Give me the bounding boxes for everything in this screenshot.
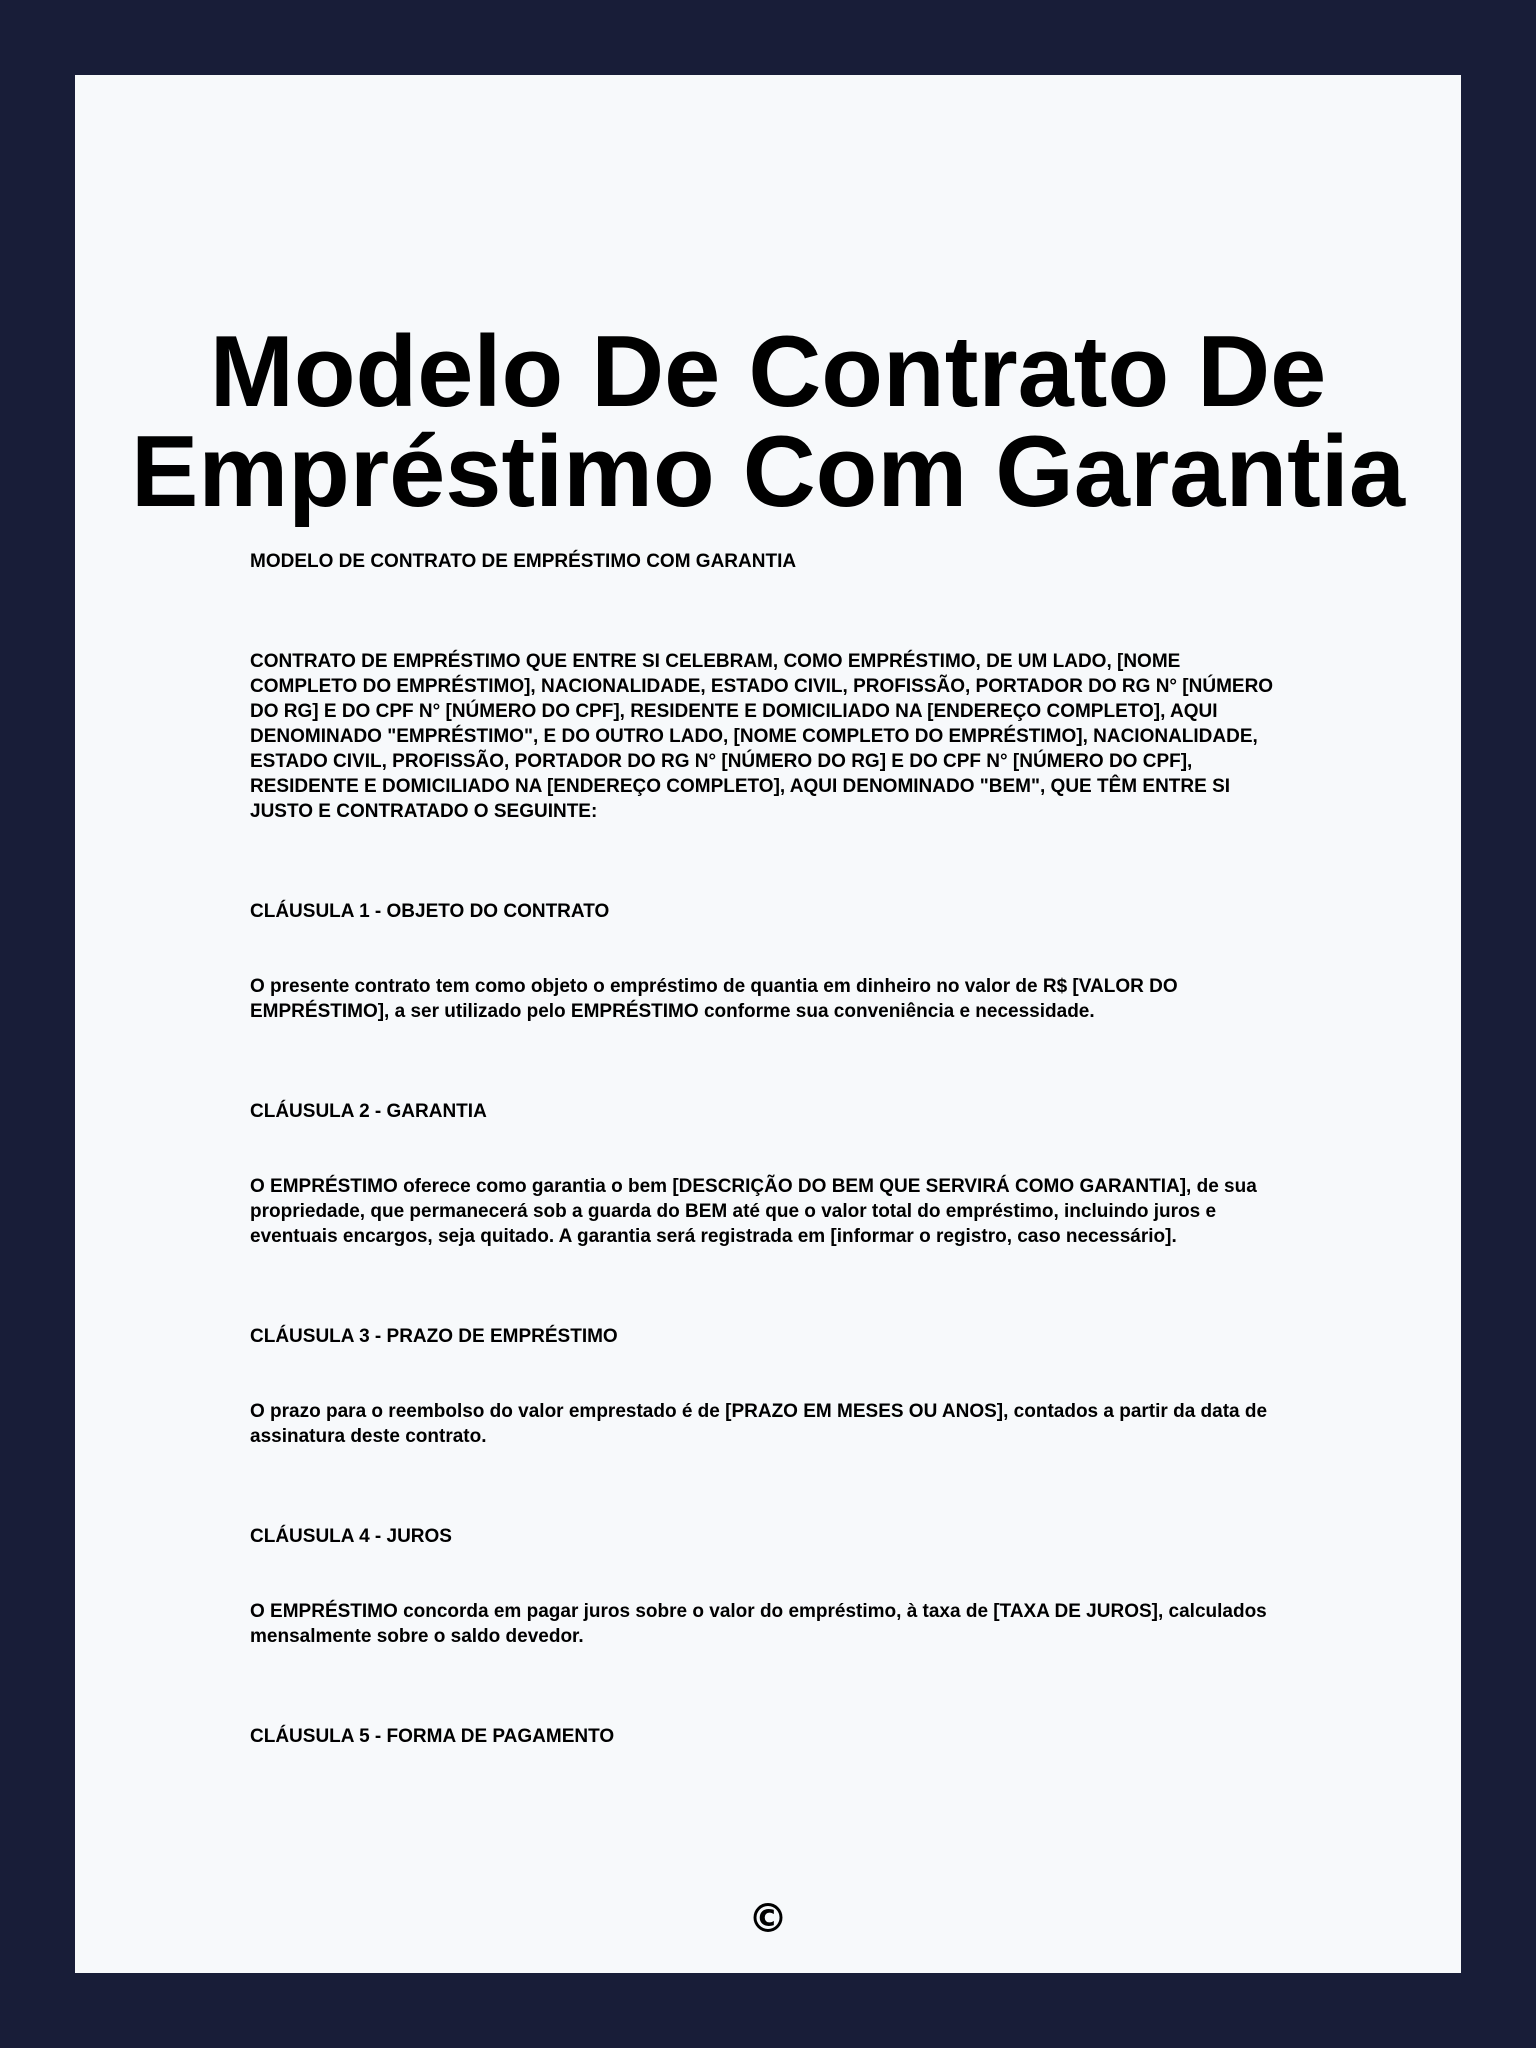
clause-heading: CLÁUSULA 1 - OBJETO DO CONTRATO <box>250 901 610 922</box>
clause-text: O EMPRÉSTIMO oferece como garantia o bem [DESCRIÇÃO DO BEM QUE SERVIRÁ COMO GARANTIA], de sua propriedade, que permanecerá sob a guarda do BEM até que o valor total do empréstimo, incluindo juros e eventuais encargos, seja quitado. A garantia será registrada em [informar o registro, caso necessário]. <box>250 1176 1257 1247</box>
clause-heading: CLÁUSULA 2 - GARANTIA <box>250 1101 487 1122</box>
clause-text: O EMPRÉSTIMO concorda em pagar juros sobre o valor do empréstimo, à taxa de [TAXA DE JUROS], calculados mensalmente sobre o saldo devedor. <box>250 1601 1267 1647</box>
document-title: Modelo De Contrato De Empréstimo Com Garantia <box>130 316 1406 528</box>
document-heading: MODELO DE CONTRATO DE EMPRÉSTIMO COM GARANTIA <box>250 551 797 572</box>
clause-text: O presente contrato tem como objeto o empréstimo de quantia em dinheiro no valor de R$ [VALOR DO EMPRÉSTIMO], a ser utilizado pelo EMPRÉSTIMO conforme sua conveniência e necessidade. <box>250 976 1178 1022</box>
clause-text: O prazo para o reembolso do valor emprestado é de [PRAZO EM MESES OU ANOS], contados a partir da data de assinatura deste contrato. <box>250 1401 1268 1447</box>
clause-heading: CLÁUSULA 3 - PRAZO DE EMPRÉSTIMO <box>250 1326 618 1347</box>
document-page <box>75 75 1461 1973</box>
clause-heading: CLÁUSULA 5 - FORMA DE PAGAMENTO <box>250 1726 615 1747</box>
copyright-icon: © <box>748 1896 788 1942</box>
document-body <box>250 549 1280 1749</box>
clause-heading: CLÁUSULA 4 - JUROS <box>250 1526 452 1547</box>
preamble-paragraph: CONTRATO DE EMPRÉSTIMO QUE ENTRE SI CELEBRAM, COMO EMPRÉSTIMO, DE UM LADO, [NOME COMPLETO DO EMPRÉSTIMO], NACIONALIDADE, ESTADO CIVIL, PROFISSÃO, PORTADOR DO RG N° [NÚMERO DO RG] E DO CPF N° [NÚMERO DO CPF], RESIDENTE E DOMICILIADO NA [ENDEREÇO COMPLETO], AQUI DENOMINADO "EMPRÉSTIMO", E DO OUTRO LADO, [NOME COMPLETO DO EMPRÉSTIMO], NACIONALIDADE, ESTADO CIVIL, PROFISSÃO, PORTADOR DO RG N° [NÚMERO DO RG] E DO CPF N° [NÚMERO DO CPF], RESIDENTE E DOMICILIADO NA [ENDEREÇO COMPLETO], AQUI DENOMINADO "BEM", QUE TÊM ENTRE SI JUSTO E CONTRATADO O SEGUINTE: <box>250 651 1274 822</box>
